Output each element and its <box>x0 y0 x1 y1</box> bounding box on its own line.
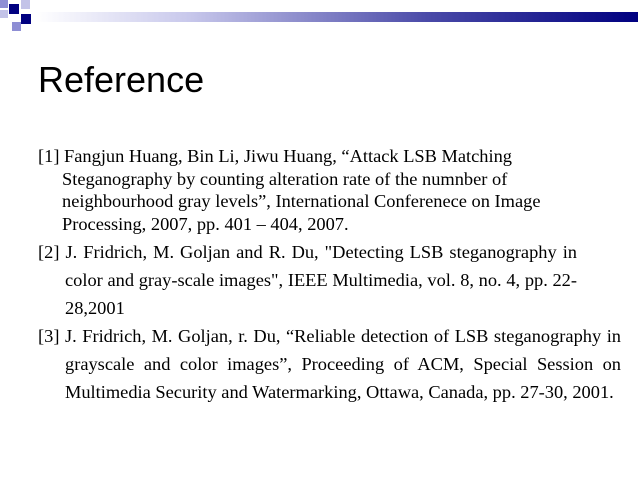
decorative-gradient-bar <box>36 12 638 22</box>
decorative-square <box>9 4 19 14</box>
decorative-square <box>0 0 8 8</box>
reference-item-3: [3] J. Fridrich, M. Goljan, r. Du, “Reliable detection of LSB steganography in grayscale and color images”, Proceeding of ACM, Special Session on Multimedia Security and Watermarking, Ottawa, Canada, pp. 27-30, 2001. <box>38 326 621 402</box>
decorative-square <box>12 22 21 31</box>
slide-title: Reference <box>38 59 205 100</box>
reference-item-2: [2] J. Fridrich, M. Goljan and R. Du, "Detecting LSB steganography in color and gray-scale images", IEEE Multimedia, vol. 8, no. 4, pp. 22-28,2001 <box>38 242 577 318</box>
reference-item-1: [1] Fangjun Huang, Bin Li, Jiwu Huang, “Attack LSB Matching Steganography by counting alteration rate of the numnber of neighbourhood gray levels”, International Conferenece on Image Processing, 2007, pp. 401 – 404, 2007. <box>38 146 541 234</box>
decorative-square <box>21 0 30 9</box>
decorative-square <box>0 10 8 18</box>
decorative-square <box>21 14 31 24</box>
